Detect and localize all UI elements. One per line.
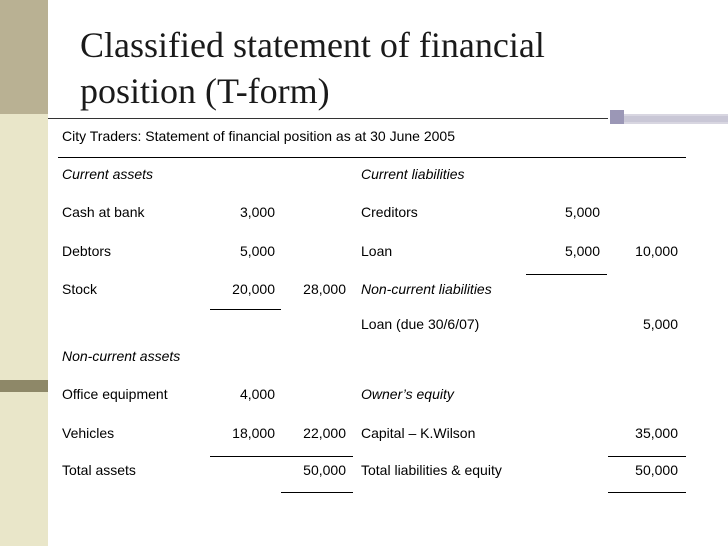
noncurrent-assets-total: 22,000 (303, 425, 346, 441)
loan-underline (526, 274, 607, 275)
total-assets-value: 50,000 (303, 462, 346, 478)
loan-due-label: Loan (due 30/6/07) (361, 316, 480, 332)
office-equipment-value: 4,000 (239, 386, 275, 402)
cash-label: Cash at bank (62, 204, 145, 220)
statement-heading: City Traders: Statement of financial position as at 30 June 2005 (62, 128, 456, 144)
title-rule (48, 118, 608, 119)
left-bar-accent (0, 380, 48, 392)
office-equipment-label: Office equipment (62, 386, 168, 402)
cash-value: 3,000 (239, 204, 275, 220)
total-liabilities-equity-value: 50,000 (635, 462, 678, 478)
loan-label: Loan (361, 243, 393, 259)
owners-equity-label: Owner’s equity (361, 386, 454, 402)
rule-square (610, 110, 624, 124)
debtors-value: 5,000 (239, 243, 275, 259)
slide-title (80, 22, 640, 114)
total-assets-underline (281, 492, 353, 493)
stock-label: Stock (62, 281, 98, 297)
total-liabilities-underline (608, 492, 686, 493)
total-assets-label: Total assets (62, 462, 136, 478)
current-assets-total: 28,000 (303, 281, 346, 297)
rule-decoration-inner (624, 116, 728, 122)
noncurrent-assets-label: Non-current assets (62, 348, 181, 364)
debtors-label: Debtors (62, 243, 112, 259)
vehicles-label: Vehicles (62, 425, 115, 441)
stock-value: 20,000 (232, 281, 275, 297)
capital-underline (608, 456, 686, 457)
vehicles-value: 18,000 (232, 425, 275, 441)
current-liabilities-total: 10,000 (635, 243, 678, 259)
vehicles-underline (210, 456, 353, 457)
heading-rule (58, 157, 686, 158)
creditors-label: Creditors (361, 204, 418, 220)
loan-value: 5,000 (564, 243, 600, 259)
left-bar-top-block (0, 0, 48, 114)
creditors-value: 5,000 (564, 204, 600, 220)
stock-underline (210, 309, 281, 310)
noncurrent-liabilities-label: Non-current liabilities (361, 281, 492, 297)
capital-label: Capital – K.Wilson (361, 425, 476, 441)
current-liabilities-label: Current liabilities (361, 166, 465, 182)
title-line-2: position (T-form) (80, 71, 330, 111)
total-liabilities-equity-label: Total liabilities & equity (361, 462, 502, 478)
loan-due-value: 5,000 (642, 316, 678, 332)
current-assets-label: Current assets (62, 166, 154, 182)
title-line-1: Classified statement of financial (80, 25, 545, 65)
capital-value: 35,000 (635, 425, 678, 441)
